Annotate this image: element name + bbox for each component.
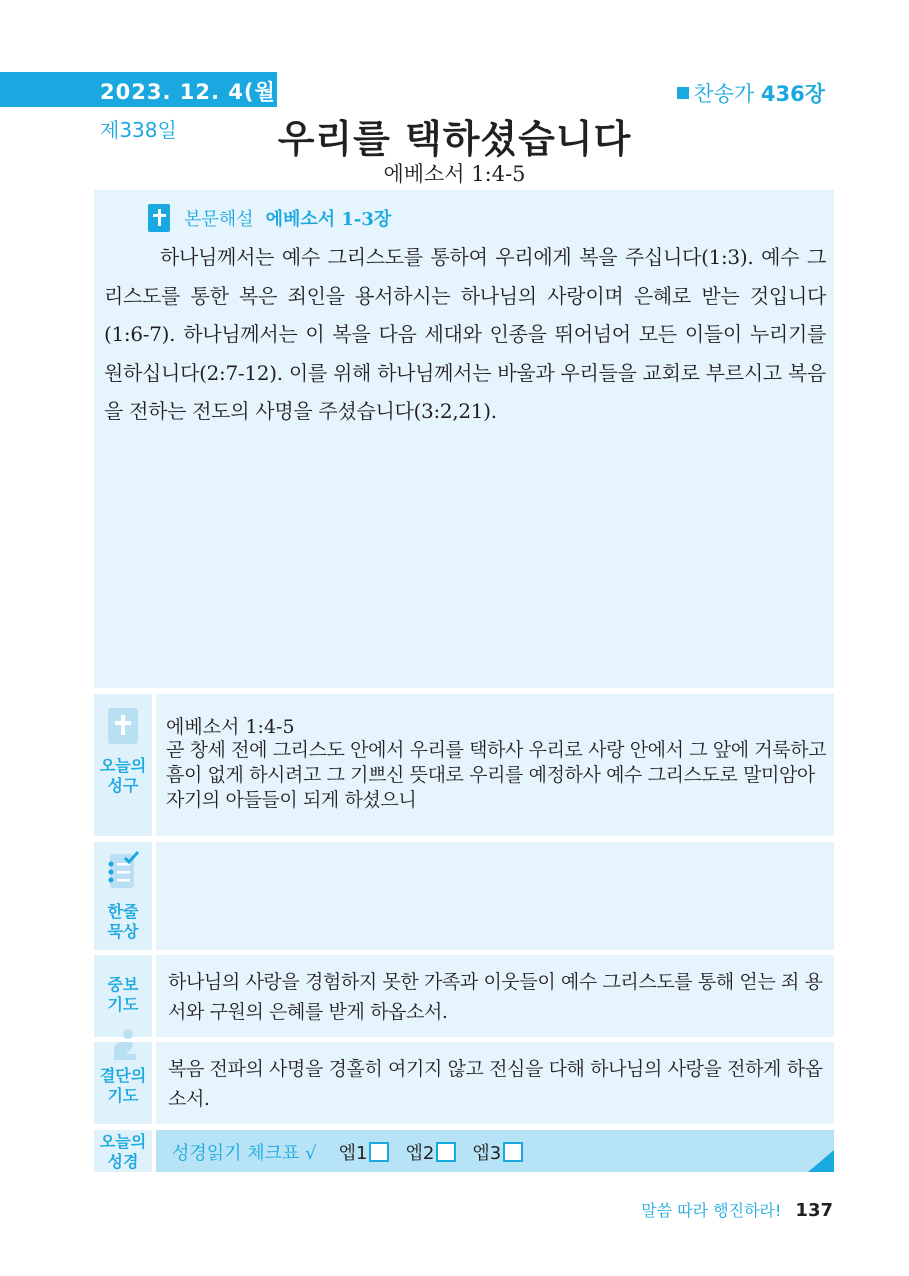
verse-text: 곧 창세 전에 그리스도 안에서 우리를 택하사 우리로 사랑 안에서 그 앞에 거룩하고 흠이 없게 하시려고 그 기쁘신 뜻대로 우리를 예정하사 예수 그리스도로 말미암아 자기의 아들들이 되게 하셨으니	[166, 739, 827, 811]
checkbox[interactable]	[436, 1142, 456, 1162]
page-footer	[641, 1198, 833, 1221]
checkbox[interactable]	[369, 1142, 389, 1162]
meditation-sidebar	[94, 842, 152, 950]
commentary-reference: 에베소서 1-3장	[265, 209, 392, 230]
hymn-prefix: 찬송가	[693, 82, 755, 106]
page-title: 우리를 택하셨습니다	[277, 117, 632, 161]
verse-label: 오늘의 성구	[99, 756, 147, 795]
checklist-title: 성경읽기 체크표 √	[172, 1143, 317, 1164]
square-bullet-icon	[677, 87, 689, 99]
commentary-header	[148, 204, 391, 232]
praying-person-icon	[106, 1028, 140, 1062]
bible-icon	[148, 204, 170, 232]
intercession-text: 하나님의 사랑을 경험하지 못한 가족과 이웃들이 예수 그리스도를 통해 얻는 죄 용서와 구원의 은혜를 받게 하옵소서.	[168, 971, 823, 1023]
reading-item-eph2[interactable]: 엡2	[405, 1139, 456, 1165]
checklist-icon	[107, 850, 139, 890]
hymn-number: 436장	[760, 82, 825, 106]
verse-section	[156, 694, 834, 836]
resolution-text: 복음 전파의 사명을 경홀히 여기지 않고 전심을 다해 하나님의 사랑을 전하게 하옵소서.	[168, 1058, 823, 1110]
reading-sidebar	[94, 1130, 152, 1172]
intercession-label: 중보 기도	[107, 975, 139, 1014]
commentary-label: 본문해설	[184, 209, 254, 230]
corner-triangle-icon	[808, 1150, 834, 1172]
resolution-label: 결단의 기도	[99, 1066, 147, 1105]
commentary-text: 하나님께서는 예수 그리스도를 통하여 우리에게 복을 주십니다(1:3). 예수 그리스도를 통한 복은 죄인을 용서하시는 하나님의 사랑이며 은혜로 받는 것입니다(1:6-7). 하나님께서는 이 복을 다음 세대와 인종을 뛰어넘어 모든 이들이 누리기를 원하십니다(2:7-12). 이를 위해 하나님께서는 바울과 우리들을 교회로 부르시고 복음을 전하는 전도의 사명을 주셨습니다(3:2,21).	[104, 245, 826, 423]
verse-sidebar	[94, 694, 152, 836]
page-number: 137	[795, 1200, 833, 1221]
commentary-section	[94, 190, 834, 688]
bible-icon	[108, 708, 138, 744]
intercession-section	[156, 955, 834, 1037]
reading-item-eph1[interactable]: 엡1	[339, 1139, 390, 1165]
resolution-section	[156, 1042, 834, 1124]
meditation-writing-area[interactable]	[156, 842, 834, 950]
date-label: 2023. 12. 4(월)	[100, 80, 287, 104]
checkbox[interactable]	[503, 1142, 523, 1162]
intercession-sidebar	[94, 955, 152, 1037]
reading-item-eph3[interactable]: 엡3	[472, 1139, 523, 1165]
day-count: 제338일	[100, 118, 177, 142]
resolution-sidebar	[94, 1042, 152, 1124]
footer-motto: 말씀 따라 행진하라!	[641, 1201, 782, 1220]
meditation-label: 한줄 묵상	[107, 902, 139, 941]
hymn-info	[677, 78, 825, 108]
reading-label: 오늘의 성경	[99, 1132, 147, 1171]
reading-checklist	[156, 1130, 834, 1172]
scripture-reference: 에베소서 1:4-5	[383, 162, 526, 186]
verse-reference: 에베소서 1:4-5	[166, 716, 295, 738]
